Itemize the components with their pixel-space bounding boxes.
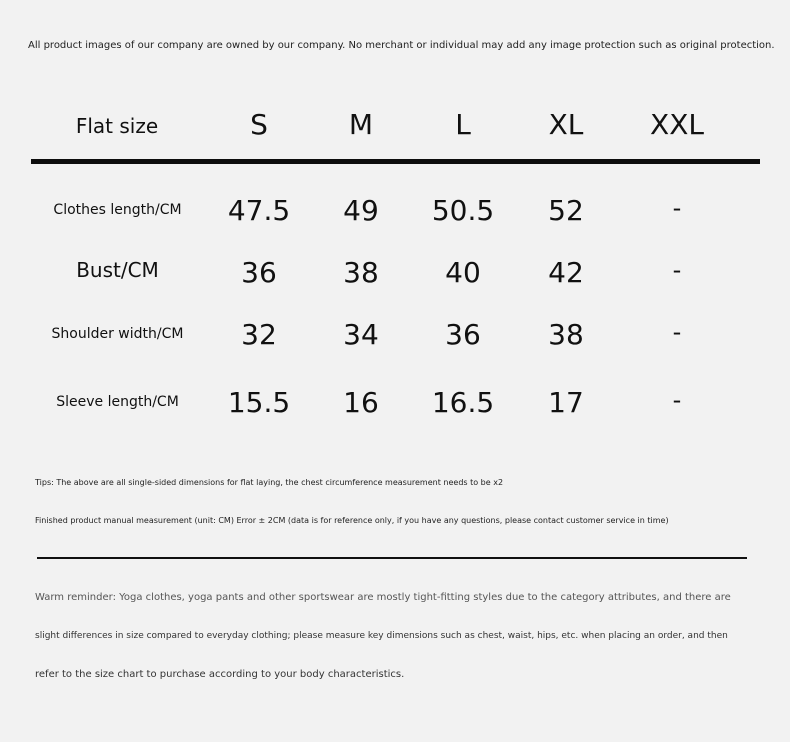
- value-cell: 36: [241, 256, 277, 289]
- size-xxl-header: XXL: [650, 108, 704, 141]
- row-label: Shoulder width/CM: [51, 326, 184, 342]
- value-cell: -: [672, 256, 682, 284]
- reminder-line-1: Warm reminder: Yoga clothes, yoga pants and other sportswear are mostly tight-fitting styles due to the category attributes, and there are: [35, 592, 731, 603]
- table-row: [0, 252, 790, 292]
- size-m-header: M: [348, 108, 374, 141]
- value-cell: 36: [445, 318, 481, 351]
- size-l-header: L: [455, 108, 471, 141]
- row-label: Sleeve length/CM: [56, 394, 179, 410]
- value-cell: 50.5: [431, 194, 495, 227]
- value-cell: 16.5: [431, 386, 495, 419]
- section-divider: [37, 557, 747, 559]
- value-cell: 15.5: [227, 386, 291, 419]
- value-cell: 40: [445, 256, 481, 289]
- value-cell: 34: [343, 318, 379, 351]
- reminder-line-3: refer to the size chart to purchase according to your body characteristics.: [35, 669, 405, 680]
- value-cell: -: [672, 386, 682, 414]
- value-cell: 16: [343, 386, 379, 419]
- value-cell: 32: [241, 318, 277, 351]
- value-cell: 52: [548, 194, 584, 227]
- table-row: [0, 314, 790, 354]
- value-cell: 42: [548, 256, 584, 289]
- header-label: Flat size: [75, 114, 159, 138]
- tip-measurement-error: Finished product manual measurement (unit: CM) Error ± 2CM (data is for reference only, if you have any questions, please contact customer service in time): [35, 516, 669, 525]
- value-cell: 17: [548, 386, 584, 419]
- tip-flat-dimensions: Tips: The above are all single-sided dimensions for flat laying, the chest circumference measurement needs to be x2: [35, 478, 504, 487]
- header-divider: [31, 159, 760, 164]
- row-label: Clothes length/CM: [53, 202, 182, 218]
- table-row: [0, 190, 790, 230]
- size-xl-header: XL: [548, 108, 584, 141]
- size-chart-header: [0, 104, 790, 148]
- copyright-notice: All product images of our company are owned by our company. No merchant or individual may add any image protection such as original protection.: [28, 40, 775, 51]
- row-label: Bust/CM: [76, 258, 159, 282]
- value-cell: -: [672, 318, 682, 346]
- value-cell: 38: [343, 256, 379, 289]
- table-row: [0, 382, 790, 422]
- value-cell: 38: [548, 318, 584, 351]
- value-cell: 49: [343, 194, 379, 227]
- value-cell: 47.5: [227, 194, 291, 227]
- reminder-line-2: slight differences in size compared to everyday clothing; please measure key dimensions such as chest, waist, hips, etc. when placing an order, and then: [35, 631, 728, 641]
- size-s-header: S: [250, 108, 268, 141]
- value-cell: -: [672, 194, 682, 222]
